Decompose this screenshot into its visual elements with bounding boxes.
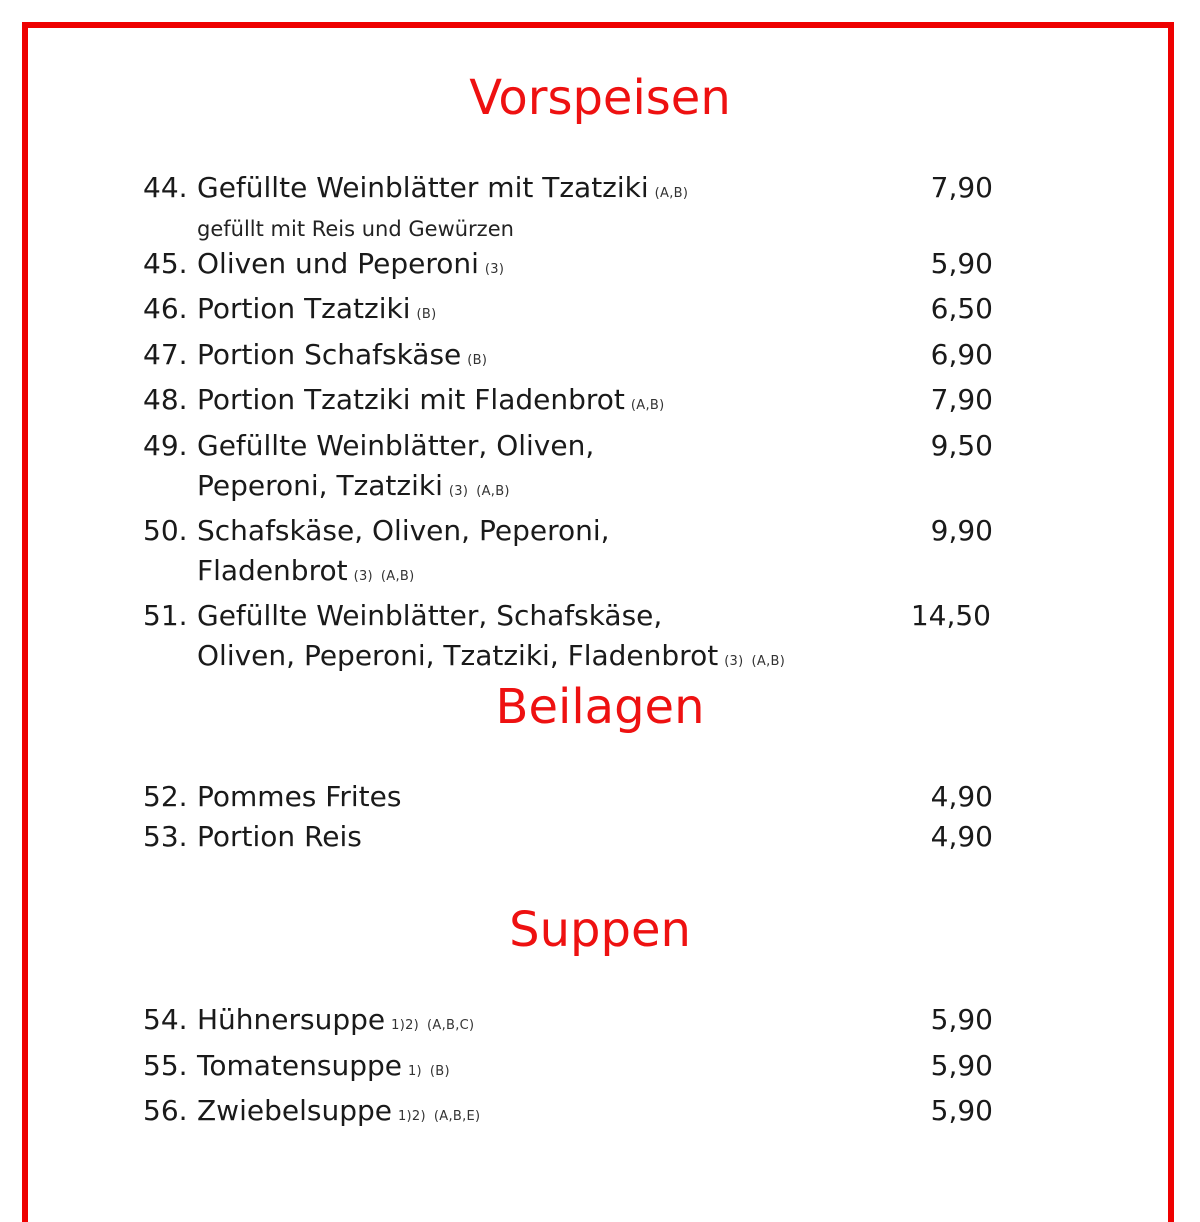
menu-item-52	[143, 777, 993, 817]
item-number: 54.	[143, 1003, 188, 1036]
item-number: 52.	[143, 780, 188, 813]
item-name-line	[143, 289, 897, 335]
item-name: Portion Tzatziki	[197, 292, 411, 326]
allergen-codes: (B)	[467, 352, 488, 368]
item-name-line: Gefüllte Weinblätter, Schafskäse,	[197, 599, 663, 633]
menu-item-46	[143, 289, 993, 335]
item-price: 4,90	[930, 780, 993, 813]
allergen-codes: (A,B,E)	[433, 1109, 481, 1125]
item-price: 14,50	[910, 599, 991, 633]
item-price: 9,50	[930, 428, 993, 462]
allergen-codes: (A,B,C)	[427, 1018, 475, 1033]
allergen-codes: (A,B)	[380, 568, 415, 584]
beilagen-list	[143, 777, 993, 856]
menu-item-56	[143, 1091, 993, 1137]
item-number: 45.	[143, 246, 188, 280]
allergen-codes: 1)2)	[391, 1018, 420, 1033]
allergen-codes: (A,B)	[751, 653, 786, 669]
menu-item-47	[143, 335, 993, 381]
allergen-codes: (A,B)	[476, 483, 510, 499]
section-title: Beilagen	[495, 679, 705, 735]
item-number: 50.	[143, 514, 188, 548]
item-name: Pommes Frites	[197, 780, 402, 813]
menu-item-49	[143, 426, 993, 511]
item-name: Portion Reis	[197, 819, 362, 853]
menu-item-53	[143, 817, 993, 857]
section-beilagen	[0, 677, 1200, 737]
item-name-line	[143, 335, 897, 381]
item-name: Portion Schafskäse	[197, 337, 462, 371]
suppen-list	[143, 1000, 993, 1137]
item-price: 5,90	[930, 246, 993, 280]
item-number: 48.	[143, 383, 188, 417]
allergen-codes: (3)	[484, 261, 505, 277]
menu-item-45	[143, 244, 993, 290]
section-title: Vorspeisen	[469, 70, 731, 126]
menu-item-51	[143, 596, 993, 681]
item-name: Gefüllte Weinblätter mit Tzatziki	[197, 171, 649, 204]
section-vorspeisen	[0, 68, 1200, 128]
item-price: 5,90	[930, 1094, 993, 1128]
item-name-line	[143, 1091, 897, 1137]
vorspeisen-list	[143, 168, 993, 682]
item-number: 49.	[143, 428, 188, 462]
allergen-codes: (3)	[448, 483, 469, 499]
item-name: Hühnersuppe	[197, 1003, 386, 1036]
menu-item-48	[143, 380, 993, 426]
item-name: Peperoni, Tzatziki	[197, 468, 443, 502]
item-number: 44.	[143, 171, 188, 204]
allergen-codes: (B)	[429, 1063, 450, 1079]
item-name: Fladenbrot	[197, 553, 348, 587]
item-number: 46.	[143, 292, 188, 326]
section-title: Suppen	[509, 902, 691, 958]
item-name-line	[143, 1000, 897, 1046]
item-name: Tomatensuppe	[197, 1048, 402, 1082]
item-number: 55.	[143, 1048, 188, 1082]
menu-item-44	[143, 168, 993, 244]
allergen-codes: (A,B)	[630, 398, 665, 414]
item-price: 9,90	[930, 514, 993, 548]
allergen-codes: (A,B)	[654, 186, 689, 201]
allergen-codes: (3)	[353, 568, 373, 584]
item-price: 4,90	[930, 819, 993, 853]
item-price: 6,50	[930, 292, 993, 326]
item-name: Portion Tzatziki mit Fladenbrot	[197, 383, 625, 417]
item-name-line	[143, 551, 897, 597]
allergen-codes: (B)	[416, 307, 437, 323]
menu-item-55	[143, 1046, 993, 1092]
item-name: Zwiebelsuppe	[197, 1094, 392, 1128]
item-name-line: Gefüllte Weinblätter, Oliven,	[197, 428, 595, 462]
item-name-line	[143, 380, 897, 426]
menu-item-54	[143, 1000, 993, 1046]
section-suppen	[0, 900, 1200, 960]
item-number: 51.	[143, 599, 188, 633]
item-number: 56.	[143, 1094, 188, 1128]
allergen-codes: 1)2)	[397, 1109, 426, 1125]
item-price: 5,90	[930, 1048, 993, 1082]
item-price: 7,90	[930, 383, 993, 417]
item-number: 53.	[143, 819, 188, 853]
item-name: Oliven, Peperoni, Tzatziki, Fladenbrot	[197, 638, 719, 672]
menu-item-50	[143, 511, 993, 596]
item-price: 7,90	[930, 171, 993, 204]
item-number: 47.	[143, 337, 188, 371]
item-name-line	[143, 636, 897, 682]
item-name: Oliven und Peperoni	[197, 246, 479, 280]
item-name-line	[143, 168, 897, 214]
item-description: gefüllt mit Reis und Gewürzen	[197, 216, 514, 241]
item-price: 5,90	[930, 1003, 993, 1036]
item-name-line: Schafskäse, Oliven, Peperoni,	[197, 514, 610, 548]
item-name-line	[143, 466, 897, 512]
item-name-line	[143, 244, 897, 290]
allergen-codes: (3)	[724, 653, 744, 669]
allergen-codes: 1)	[407, 1063, 422, 1079]
item-price: 6,90	[930, 337, 993, 371]
item-name-line	[143, 1046, 897, 1092]
